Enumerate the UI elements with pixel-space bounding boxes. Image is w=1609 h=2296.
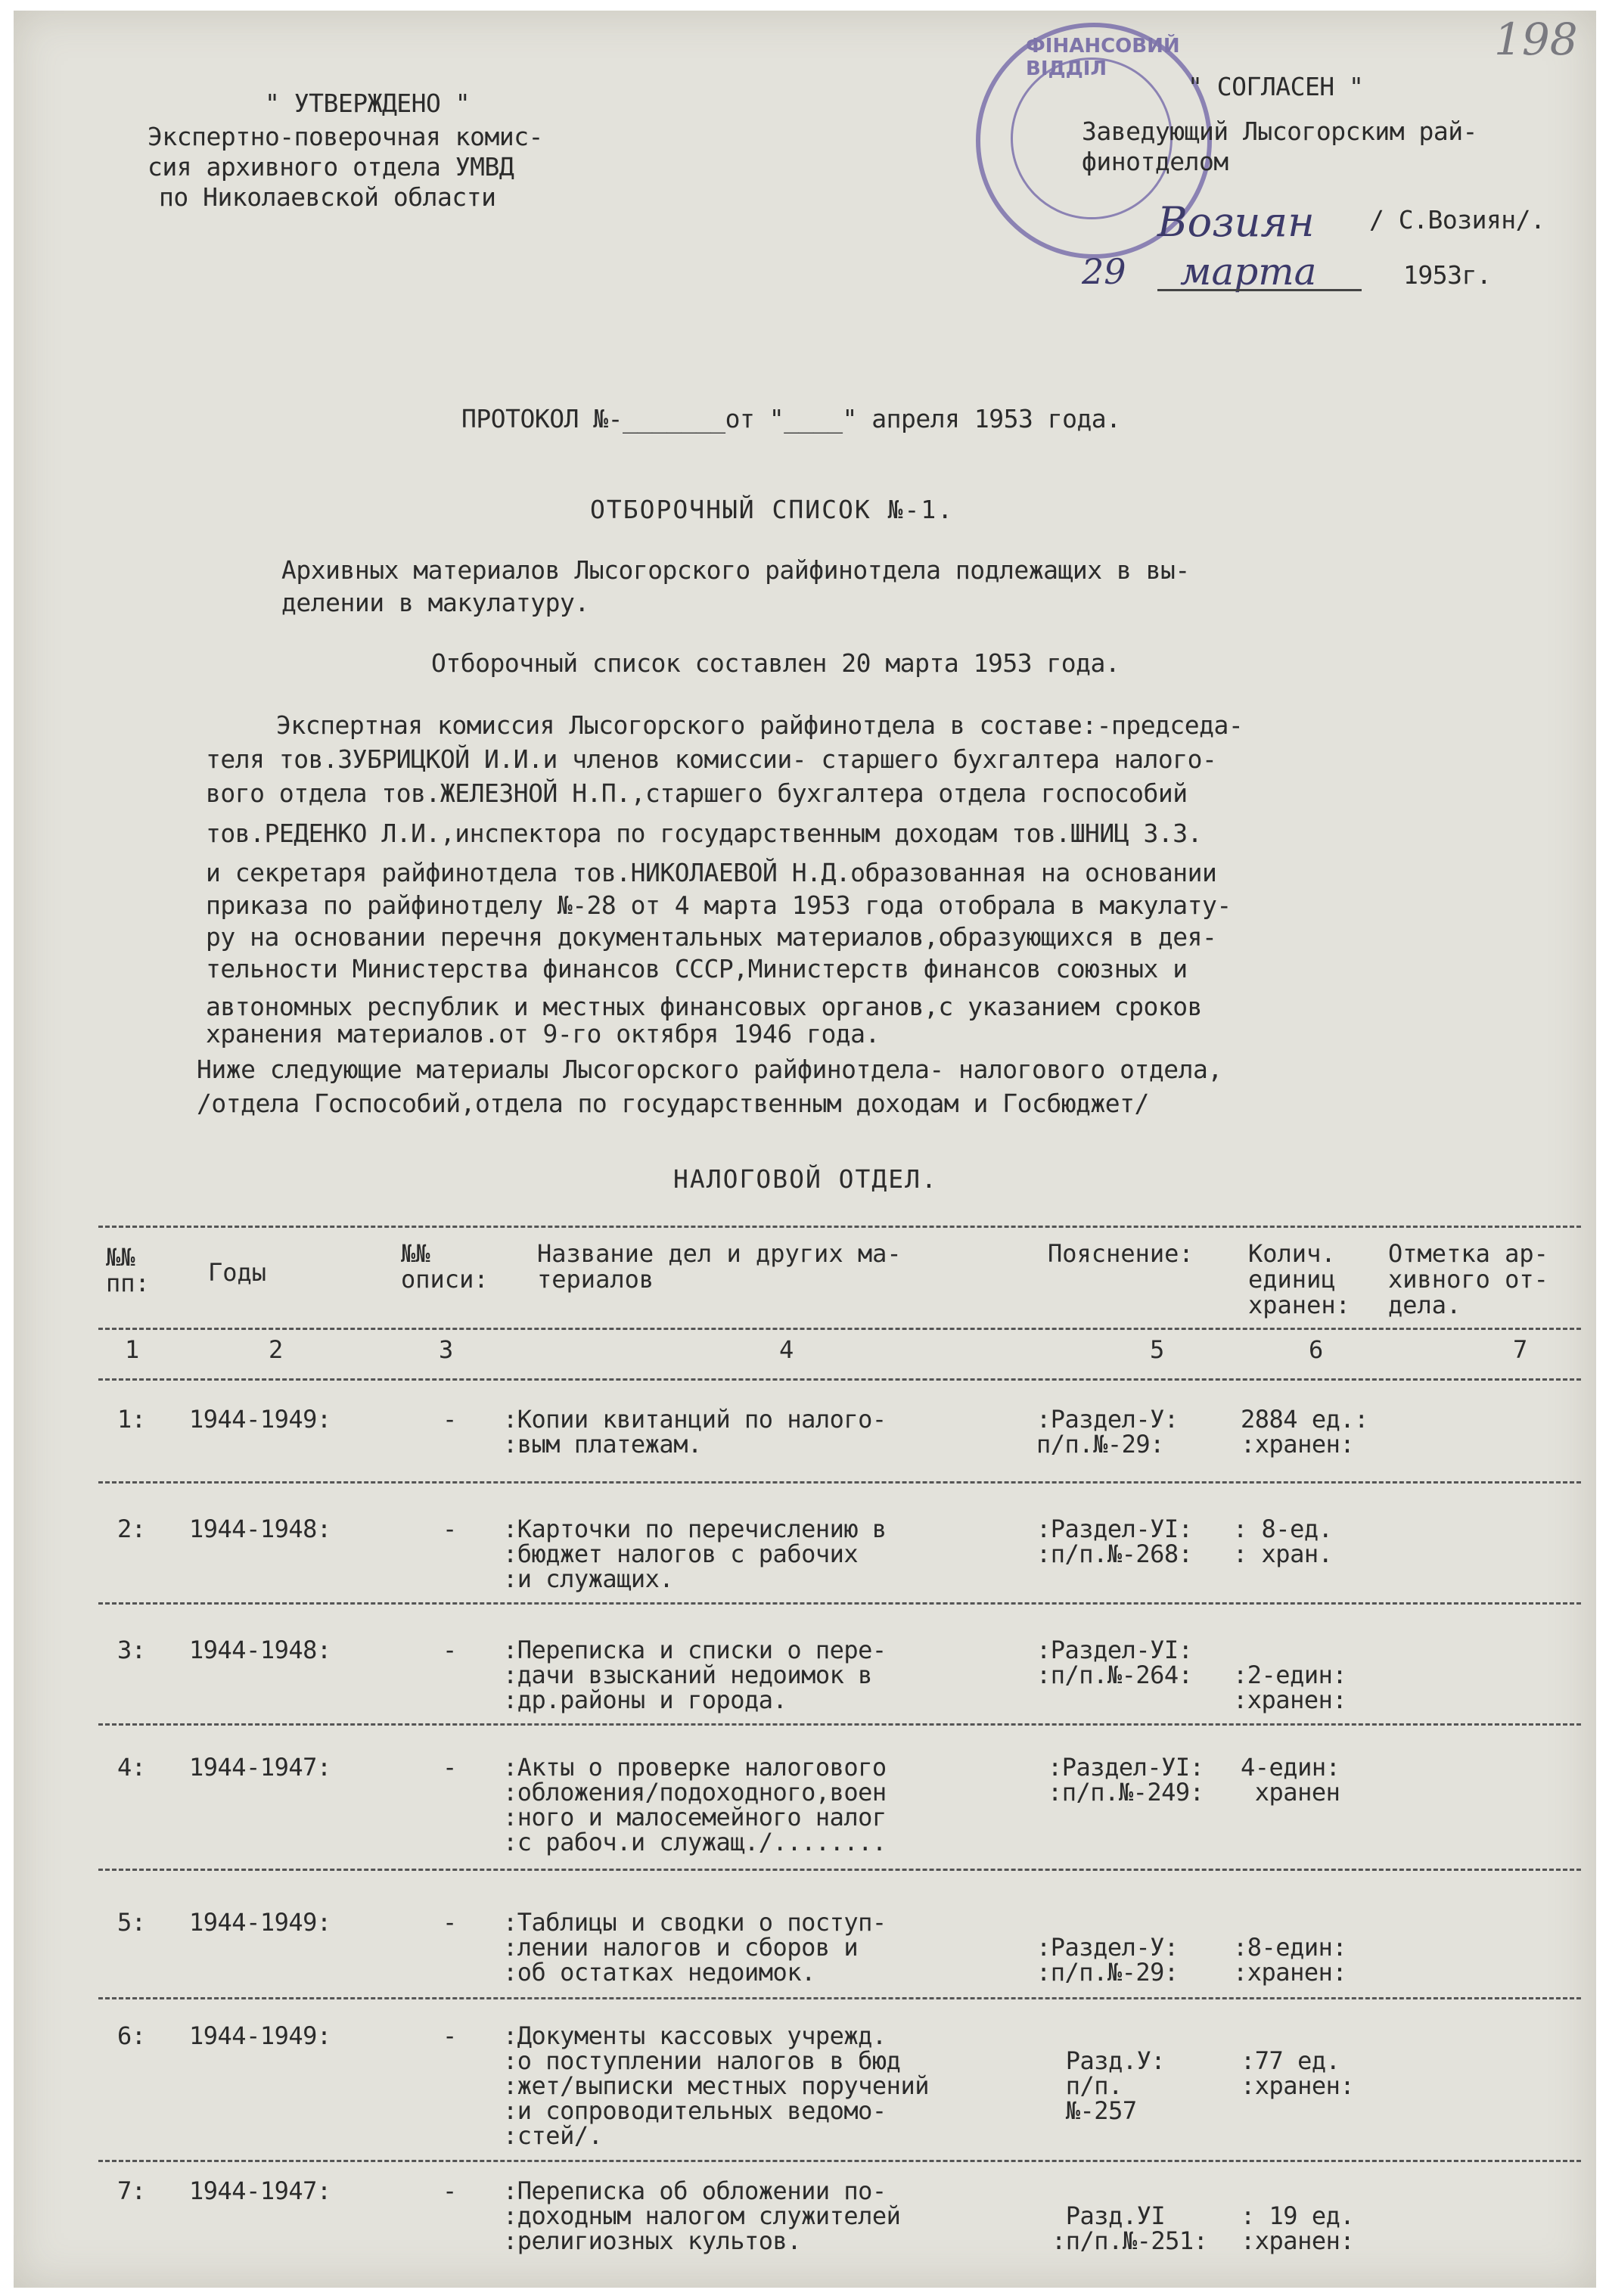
colnum-bottom-rule bbox=[98, 1378, 1581, 1381]
row-title: :Документы кассовых учрежд. :о поступлении налогов в бюд :жет/выписки местных поручений :и сопроводительных ведомо- :стей/. bbox=[503, 2021, 929, 2150]
section-title: НАЛОГОВОЙ ОТДЕЛ. bbox=[673, 1164, 938, 1194]
colnum-5: 5 bbox=[1150, 1335, 1164, 1364]
row-years: 1944-1949: bbox=[189, 1405, 331, 1434]
row-inventory: - bbox=[443, 1636, 457, 1664]
row-number: 5: bbox=[117, 1908, 146, 1937]
agreed-date-month: марта bbox=[1180, 250, 1317, 294]
header-count: Колич. единиц хранен: bbox=[1248, 1239, 1350, 1319]
body-line-7: ру на основании перечня документальных материалов,образующихся в дея- bbox=[206, 922, 1217, 952]
row-note: :Раздел-УI: :п/п.№-249: bbox=[1048, 1753, 1204, 1807]
body-line-2: теля тов.ЗУБРИЦКОЙ И.И.и членов комиссии- старшего бухгалтера налого- bbox=[206, 744, 1217, 774]
compiled-line: Отборочный список составлен 20 марта 1953 года. bbox=[431, 648, 1120, 678]
row-count: : 19 ед. :хранен: bbox=[1241, 2201, 1355, 2255]
stamp-text: ФІНАНСОВИЙ ВІДДІЛ bbox=[1026, 35, 1180, 80]
row-title: :Переписка об обложении по- :доходным налогом служителей :религиозных культов. bbox=[503, 2176, 901, 2255]
row-years: 1944-1948: bbox=[189, 1515, 331, 1543]
header-note: Пояснение: bbox=[1048, 1239, 1194, 1268]
row-number: 3: bbox=[117, 1636, 146, 1664]
row-years: 1944-1948: bbox=[189, 1636, 331, 1664]
agreed-line-2: финотделом bbox=[1082, 147, 1228, 176]
row-count: :2-един: :хранен: bbox=[1233, 1661, 1347, 1714]
body-line-4: тов.РЕДЕНКО Л.И.,инспектора по государственным доходам тов.ШНИЦ З.З. bbox=[206, 819, 1203, 848]
row-note: Разд.УI :п/п.№-251: bbox=[1051, 2201, 1208, 2255]
row-title: :Таблицы и сводки о поступ- :лении налогов и сборов и :об остатках недоимок. bbox=[503, 1908, 887, 1987]
row-rule bbox=[98, 1869, 1581, 1871]
page-number: 198 bbox=[1494, 14, 1578, 65]
body-line-10: хранения материалов.от 9-го октября 1946 года. bbox=[206, 1019, 880, 1049]
row-years: 1944-1949: bbox=[189, 2021, 331, 2050]
row-years: 1944-1947: bbox=[189, 1753, 331, 1782]
row-rule bbox=[98, 1723, 1581, 1726]
row-count: :8-един: :хранен: bbox=[1233, 1933, 1347, 1987]
colnum-6: 6 bbox=[1309, 1335, 1323, 1364]
row-note: Разд.У: п/п. №-257 bbox=[1065, 2046, 1166, 2125]
row-rule bbox=[98, 2160, 1581, 2162]
row-number: 6: bbox=[117, 2021, 146, 2050]
agreed-line-1: Заведующий Лысогорским рай- bbox=[1082, 117, 1477, 146]
colnum-3: 3 bbox=[439, 1335, 453, 1364]
table-top-rule bbox=[98, 1226, 1581, 1228]
agreed-signature: Возиян bbox=[1157, 198, 1315, 246]
agreed-name: / С.Возиян/. bbox=[1369, 205, 1545, 235]
subtitle-line-2: делении в макулатуру. bbox=[281, 588, 589, 617]
header-num: №№ пп: bbox=[106, 1243, 150, 1297]
approved-title: " УТВЕРЖДЕНО " bbox=[265, 89, 471, 118]
row-years: 1944-1947: bbox=[189, 2176, 331, 2205]
body-line-3: вого отдела тов.ЖЕЛЕЗНОЙ Н.П.,старшего бухгалтера отдела госпособий bbox=[206, 778, 1188, 808]
body-line-8: тельности Министерства финансов СССР,Министерств финансов союзных и bbox=[206, 954, 1188, 983]
approved-line-3: по Николаевской области bbox=[159, 182, 496, 212]
row-inventory: - bbox=[443, 2021, 457, 2050]
list-title: ОТБОРОЧНЫЙ СПИСОК №-1. bbox=[590, 495, 955, 524]
body-line-9: автономных республик и местных финансовых органов,с указанием сроков bbox=[206, 992, 1203, 1021]
header-bottom-rule bbox=[98, 1328, 1581, 1330]
approved-line-1: Экспертно-поверочная комис- bbox=[148, 122, 543, 151]
row-note: :Раздел-УI: :п/п.№-264: bbox=[1036, 1636, 1193, 1689]
row-rule bbox=[98, 1602, 1581, 1605]
row-count: :77 ед. :хранен: bbox=[1241, 2046, 1355, 2100]
row-rule bbox=[98, 1481, 1581, 1484]
row-note: :Раздел-УI: :п/п.№-268: bbox=[1036, 1515, 1193, 1568]
subtitle-line-1: Архивных материалов Лысогорского райфинотдела подлежащих в вы- bbox=[281, 555, 1190, 585]
row-inventory: - bbox=[443, 1405, 457, 1434]
body-line-6: приказа по райфинотделу №-28 от 4 марта 1953 года отобрала в макулату- bbox=[206, 890, 1232, 920]
protocol-line: ПРОТОКОЛ №-_______от "____" апреля 1953 года. bbox=[461, 404, 1121, 433]
row-title: :Карточки по перечислению в :бюджет налогов с рабочих :и служащих. bbox=[503, 1515, 887, 1593]
row-title: :Копии квитанций по налого- :вым платежам. bbox=[503, 1405, 887, 1459]
row-count: : 8-ед. : хран. bbox=[1233, 1515, 1333, 1568]
row-note: :Раздел-У: п/п.№-29: bbox=[1036, 1405, 1179, 1459]
colnum-1: 1 bbox=[125, 1335, 139, 1364]
date-underline bbox=[1157, 289, 1362, 291]
agreed-date-year: 1953г. bbox=[1403, 260, 1492, 290]
colnum-4: 4 bbox=[779, 1335, 794, 1364]
row-inventory: - bbox=[443, 1908, 457, 1937]
row-rule bbox=[98, 1997, 1581, 1999]
header-mark: Отметка ар- хивного от- дела. bbox=[1388, 1239, 1548, 1319]
agreed-title: " СОГЛАСЕН " bbox=[1188, 72, 1364, 101]
header-title: Название дел и других ма- териалов bbox=[537, 1239, 902, 1294]
row-inventory: - bbox=[443, 1515, 457, 1543]
colnum-7: 7 bbox=[1513, 1335, 1527, 1364]
body-line-11: Ниже следующие материалы Лысогорского райфинотдела- налогового отдела, bbox=[197, 1055, 1222, 1084]
row-number: 4: bbox=[117, 1753, 146, 1782]
row-title: :Переписка и списки о пере- :дачи взысканий недоимок в :др.районы и города. bbox=[503, 1636, 887, 1714]
agreed-date-day: 29 bbox=[1082, 251, 1126, 292]
row-number: 1: bbox=[117, 1405, 146, 1434]
body-line-1: Экспертная комиссия Лысогорского райфинотдела в составе:-председа- bbox=[276, 710, 1244, 740]
row-years: 1944-1949: bbox=[189, 1908, 331, 1937]
row-title: :Акты о проверке налогового :обложения/подоходного,воен :ного и малосемейного налог :с рабоч.и служащ./........ bbox=[503, 1753, 887, 1856]
row-number: 7: bbox=[117, 2176, 146, 2205]
row-count: 2884 ед.: :хранен: bbox=[1241, 1405, 1368, 1459]
header-inventory: №№ описи: bbox=[401, 1239, 489, 1294]
row-inventory: - bbox=[443, 2176, 457, 2205]
row-inventory: - bbox=[443, 1753, 457, 1782]
colnum-2: 2 bbox=[269, 1335, 283, 1364]
row-note: :Раздел-У: :п/п.№-29: bbox=[1036, 1933, 1179, 1987]
body-line-12: /отдела Госпособий,отдела по государственным доходам и Госбюджет/ bbox=[197, 1089, 1149, 1118]
row-count: 4-един: хранен bbox=[1241, 1753, 1340, 1807]
body-line-5: и секретаря райфинотдела тов.НИКОЛАЕВОЙ Н.Д.образованная на основании bbox=[206, 858, 1217, 887]
header-years: Годы bbox=[208, 1258, 267, 1287]
row-number: 2: bbox=[117, 1515, 146, 1543]
approved-line-2: сия архивного отдела УМВД bbox=[148, 152, 514, 182]
